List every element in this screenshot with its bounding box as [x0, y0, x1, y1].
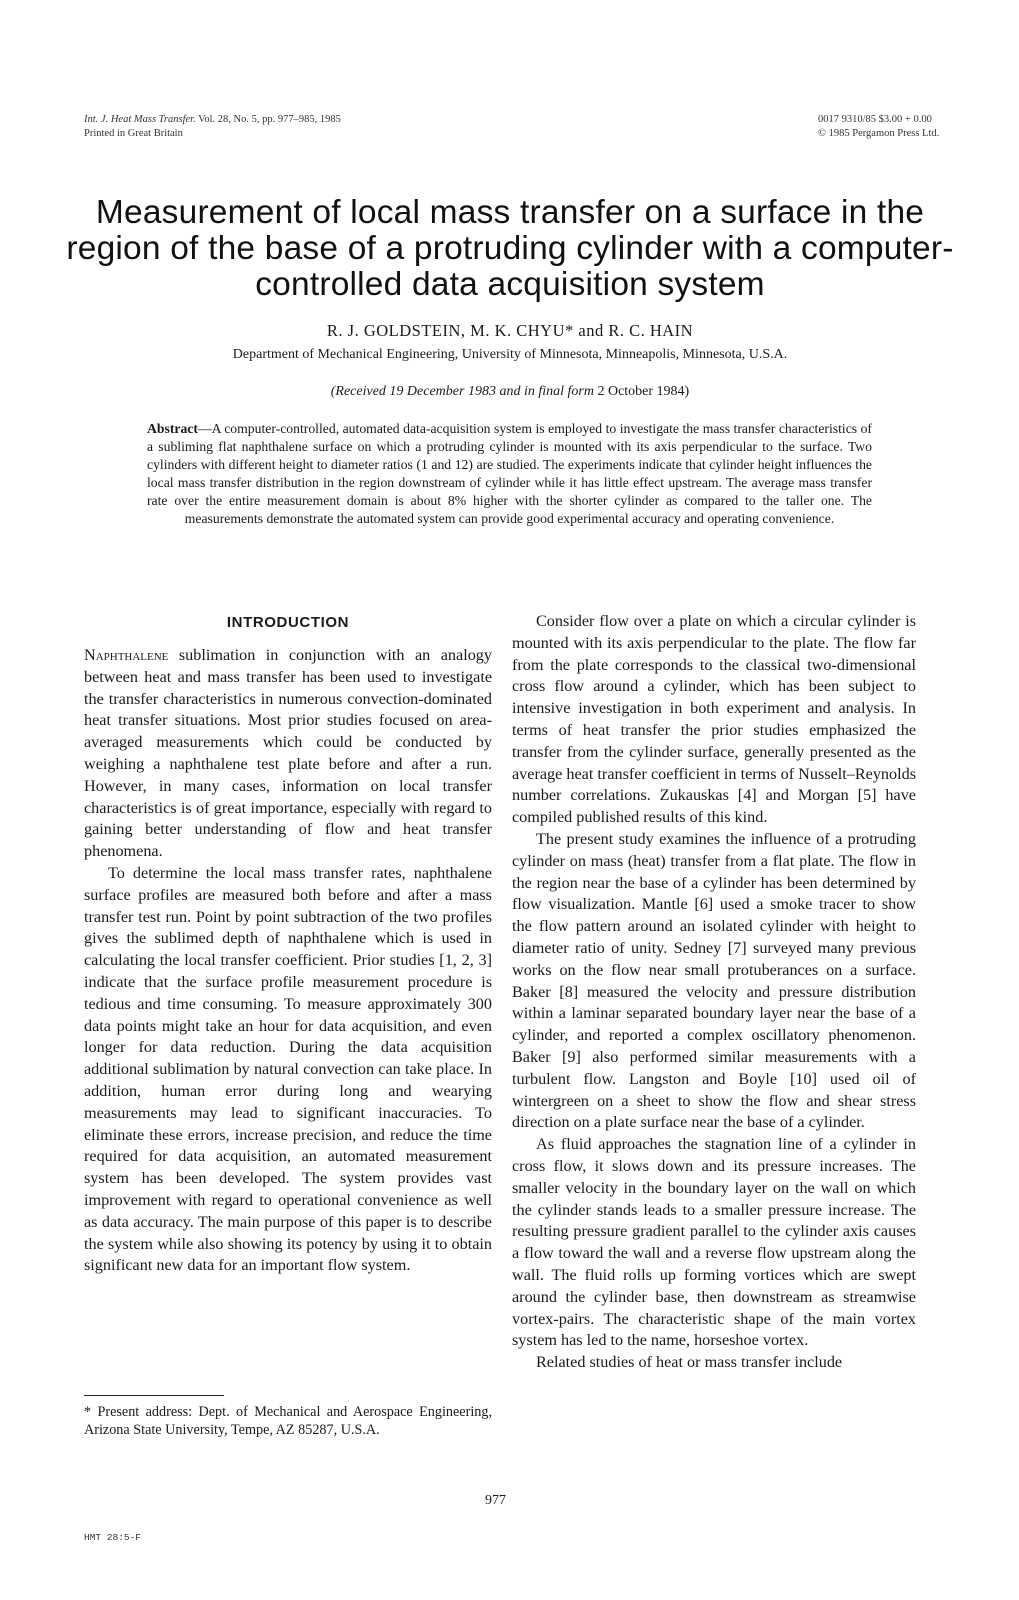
received-and: and	[499, 384, 521, 399]
received-open: (Received 19 December 1983	[330, 384, 500, 399]
received-mid: in final form	[520, 384, 598, 399]
affiliation: Department of Mechanical Engineering, University of Minnesota, Minneapolis, Minnesota, U.S.A.	[232, 347, 788, 362]
journal-volume: Vol. 28, No. 5, pp. 977–985, 1985	[198, 114, 341, 125]
intro-paragraph-1-text: sublimation in conjunction with an analogy between heat and mass transfer has been used to investigate the transfer characteristics in numerous convection-dominated heat transfer situations. Most prior studies focused on area-averaged measurements which could be conducted by weighing a naphthalene test plate before and after a run. However, in many cases, information on local transfer characteristics is of great importance, especially with regard to gaining better understanding of flow and heat transfer phenomena.	[84, 646, 492, 861]
abstract-text: —A computer-controlled, automated data-acquisition system is employed to investigate the mass transfer characteristics of a subliming flat naphthalene surface on which a protruding cylinder is mounted with its axis perpendicular to the surface. Two cylinders with different height to diameter ratios (1 and 12) are studied. The experiments indicate that cylinder height influences the local mass transfer distribution in the region downstream of cylinder while it has little effect upstream. The average mass transfer rate over the entire measurement domain is about 8% higher with the shorter cylinder as compared to the taller one. The measurements demonstrate the automated system can provide good experimental accuracy and operating convenience.	[147, 421, 872, 526]
right-paragraph-4: Related studies of heat or mass transfer include	[536, 1353, 843, 1372]
journal-header	[84, 113, 341, 141]
journal-name: Int. J. Heat Mass Transfer.	[84, 114, 196, 125]
copyright: © 1985 Pergamon Press Ltd.	[818, 128, 940, 139]
publisher-header	[818, 113, 939, 141]
right-paragraph-3: As fluid approaches the stagnation line of a cylinder in cross flow, it slows down and its pressure increases. The smaller velocity in the boundary layer on the wall on which the cylinder stands leads to a smaller pressure increase. The resulting pressure gradient parallel to the cylinder axis causes a flow toward the wall and a reverse flow upstream along the wall. The fluid rolls up forming vortices which are swept around the cylinder base, then downstream as streamwise vortex-pairs. The characteristic shape of the main vortex system has led to the name, horseshoe vortex.	[512, 1135, 916, 1350]
right-paragraph-2: The present study examines the influence of a protruding cylinder on mass (heat) transfer from a flat plate. The flow in the region near the base of a cylinder has been determined by flow visualization. Mantle [6] used a smoke tracer to show the flow pattern around an isolated cylinder with height to diameter ratio of unity. Sedney [7] surveyed many previous works on the flow near small protuberances on a surface. Baker [8] measured the velocity and pressure distribution within a laminar separated boundary layer near the base of a cylinder, and reported a complex oscillatory phenomenon. Baker [9] also performed similar measurements with a turbulent flow. Langston and Boyle [10] used oil of wintergreen on a sheet to show the flow and shear stress direction on a plate surface near the base of a cylinder.	[512, 829, 916, 1132]
price-code: 0017 9310/85 $3.00 + 0.00	[818, 114, 932, 125]
intro-lead-word: Naphthalene	[84, 646, 169, 664]
page-number: 977	[485, 1493, 506, 1508]
right-column	[512, 611, 916, 1374]
printed-in: Printed in Great Britain	[84, 128, 183, 139]
intro-paragraph-2: To determine the local mass transfer rates, naphthalene surface profiles are measured both before and after a mass transfer test run. Point by point subtraction of the two profiles gives the sublimed depth of naphthalene which is used in calculating the local transfer coefficient. Prior studies [1, 2, 3] indicate that the surface profile measurement procedure is tedious and time consuming. To measure approximately 300 data points might take an hour for data acquisition, and even longer for data reduction. During the data acquisition additional sublimation by natural convection can take place. In addition, human error during long and wearying measurements may lead to significant inaccuracies. To eliminate these errors, increase precision, and reduce the time required for data acquisition, an automated measurement system has been developed. The system provides vast improvement with regard to operational convenience as well as data accuracy. The main purpose of this paper is to describe the system while also showing its potency by using it to obtain significant new data for an important flow system.	[84, 863, 492, 1275]
printer-code: HMT 28:5-F	[84, 1532, 142, 1543]
footnote-divider	[84, 1395, 224, 1396]
right-paragraph-1: Consider flow over a plate on which a circular cylinder is mounted with its axis perpendicular to the plate. The flow far from the plate corresponds to the classical two-dimensional cross flow around a cylinder, which has been subject to intensive investigation in both experiment and analysis. In terms of heat transfer the prior studies emphasized the transfer from the cylinder surface, generally presented as the average heat transfer coefficient in terms of Nusselt–Reynolds number correlations. Zukauskas [4] and Morgan [5] have compiled published results of this kind.	[512, 612, 916, 827]
received-close: 2 October 1984)	[597, 384, 690, 399]
received-dates	[60, 384, 960, 400]
intro-paragraph-1	[84, 645, 492, 863]
authors: R. J. GOLDSTEIN, M. K. CHYU* and R. C. HAIN	[326, 321, 694, 340]
left-column	[84, 645, 492, 1277]
abstract-label: Abstract	[147, 421, 198, 436]
section-heading-introduction: INTRODUCTION	[226, 614, 350, 631]
abstract	[147, 420, 872, 528]
footnote: * Present address: Dept. of Mechanical and Aerospace Engineering, Arizona State University, Tempe, AZ 85287, U.S.A.	[84, 1404, 492, 1438]
paper-title: Measurement of local mass transfer on a surface in the region of the base of a protruding cylinder with a computer-controlled data acquisition system	[66, 194, 954, 303]
